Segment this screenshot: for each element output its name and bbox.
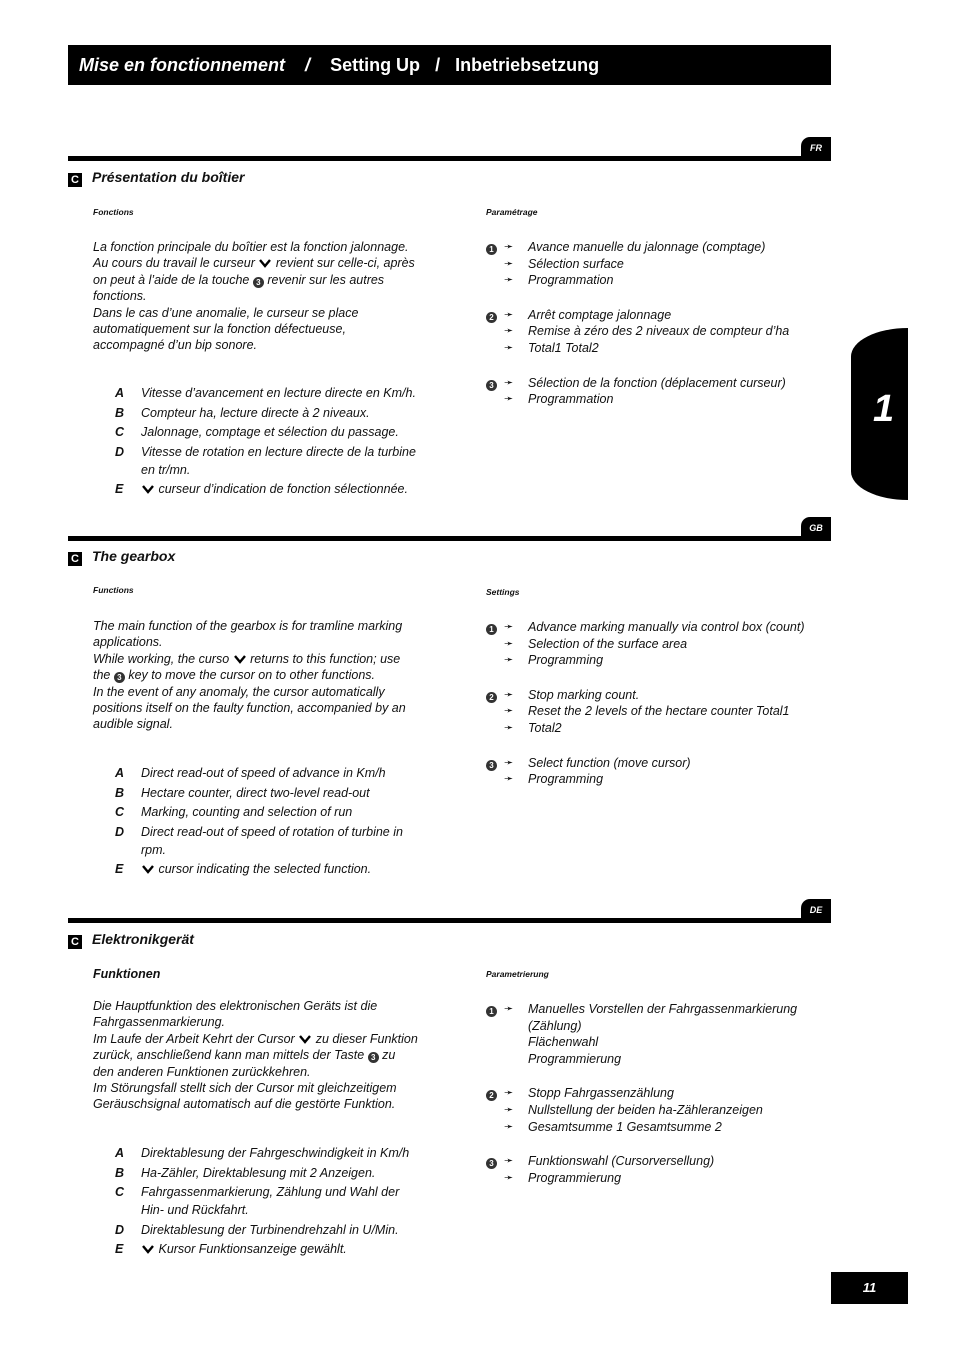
setting-line: Flächenwahl <box>528 1035 599 1050</box>
item-text: Direct read-out of speed of advance in Km/h <box>141 766 386 780</box>
language-tab-de: DE <box>801 899 831 921</box>
section-rule <box>68 536 831 541</box>
item-key: D <box>115 444 125 459</box>
intro-text: Die Hauptfunktion des elektronischen Geräts ist die Fahrgassenmarkierung. <box>93 999 378 1030</box>
setting-line: Total1 Total2 <box>528 340 599 355</box>
list-item <box>115 1183 425 1219</box>
arrow-icon: ➛ <box>504 376 514 389</box>
key-3-icon: 3 <box>368 1052 379 1063</box>
setting-line: Total2 <box>528 720 562 735</box>
section-title <box>68 931 194 949</box>
settings-group <box>486 1153 826 1186</box>
item-key: E <box>115 1242 124 1256</box>
item-key: B <box>115 1165 125 1180</box>
arrow-icon: ➛ <box>504 1171 514 1184</box>
list-item <box>115 1240 425 1258</box>
intro-text: zu dieser Funktion zurück, anschließend kann man mittels der Taste <box>93 1031 418 1063</box>
functions-heading <box>93 967 160 981</box>
setting-line: Arrêt comptage jalonnage <box>528 307 672 322</box>
intro-text: La fonction principale du boîtier est la fonction jalonnage. <box>93 240 409 254</box>
setting-line: Funktionswahl (Cursorversellung) <box>528 1154 715 1169</box>
item-key: A <box>115 386 125 400</box>
settings-group <box>486 1085 826 1135</box>
item-text: Vitesse de rotation en lecture directe de la turbine en tr/mn. <box>141 444 416 477</box>
settings-heading-text: Parametrierung <box>486 969 549 979</box>
key-1-icon: 1 <box>486 624 497 635</box>
header-title-gb: Setting Up <box>330 55 421 75</box>
item-key: E <box>115 482 124 496</box>
functions-heading-text: Fonctions <box>93 207 134 217</box>
settings-group <box>486 239 826 289</box>
cursor-chevron-icon <box>233 654 247 664</box>
setting-line: Gesamtsumme 1 Gesamtsumme 2 <box>528 1119 722 1134</box>
section-title <box>68 169 244 187</box>
key-3-icon: 3 <box>114 672 125 683</box>
functions-heading-text: Funktionen <box>93 967 161 981</box>
item-key: A <box>115 766 125 780</box>
list-item <box>115 443 425 479</box>
arrow-icon: ➛ <box>504 325 514 338</box>
arrow-icon: ➛ <box>504 1103 514 1116</box>
key-3-icon: 3 <box>486 760 497 771</box>
setting-line: Programmation <box>528 273 614 288</box>
item-text: Hectare counter, direct two-level read-out <box>141 785 370 800</box>
intro-text: While working, the curso <box>93 651 230 666</box>
arrow-icon: ➛ <box>504 393 514 406</box>
setting-line: Programmierung <box>528 1170 622 1185</box>
setting-line: Stopp Fahrgassenzählung <box>528 1086 674 1101</box>
item-key: C <box>115 1185 125 1199</box>
item-text: Kursor Funktionsanzeige gewählt. <box>158 1242 347 1256</box>
settings-list <box>486 619 826 806</box>
arrow-icon: ➛ <box>504 721 514 734</box>
setting-line: Select function (move cursor) <box>528 755 691 770</box>
function-list <box>115 384 425 500</box>
functions-heading <box>93 207 134 217</box>
function-list <box>115 1144 425 1260</box>
intro-text: Im Laufe der Arbeit Kehrt der Cursor <box>93 1031 295 1046</box>
intro-text: In the event of any anomaly, the cursor automatically positions itself on the faulty function, accompanied by an audible signal. <box>93 684 406 732</box>
list-item <box>115 860 425 878</box>
arrow-icon: ➛ <box>504 637 514 650</box>
arrow-icon: ➛ <box>504 257 514 270</box>
setting-line: Nullstellung der beiden ha-Zähleranzeigen <box>528 1102 763 1117</box>
settings-heading <box>486 969 549 979</box>
intro-paragraph <box>93 618 418 733</box>
intro-text: Dans le cas d’une anomalie, le curseur se place automatiquement sur la fonction défectueuse, accompagné d’un bip sonore. <box>93 305 359 353</box>
list-item <box>115 404 425 422</box>
item-key: D <box>115 824 125 839</box>
key-2-icon: 2 <box>486 692 497 703</box>
header-separator: / <box>305 55 311 75</box>
item-text: Direct read-out of speed of rotation of turbine in rpm. <box>141 824 403 857</box>
key-3-icon: 3 <box>486 380 497 391</box>
arrow-icon: ➛ <box>504 756 514 769</box>
item-key: B <box>115 405 125 420</box>
list-item <box>115 823 425 859</box>
header-separator: / <box>435 55 441 75</box>
settings-heading <box>486 207 538 217</box>
arrow-icon: ➛ <box>504 341 514 354</box>
item-key: C <box>115 425 125 439</box>
item-text: Marking, counting and selection of run <box>141 805 353 819</box>
arrow-icon: ➛ <box>504 308 514 321</box>
item-text: Direktablesung der Fahrgeschwindigkeit in Km/h <box>141 1146 410 1160</box>
arrow-icon: ➛ <box>504 654 514 667</box>
settings-group <box>486 755 826 788</box>
item-text: Direktablesung der Turbinendrehzahl in U/Min. <box>141 1222 399 1237</box>
list-item <box>115 1144 425 1162</box>
list-item <box>115 1164 425 1182</box>
section-rule <box>68 156 831 161</box>
intro-text: key to move the cursor on to other functions. <box>128 668 376 683</box>
setting-line: Programmierung <box>528 1051 622 1066</box>
section-title <box>68 548 175 566</box>
setting-line: Selection of the surface area <box>528 636 688 651</box>
item-key: A <box>115 1146 125 1160</box>
list-item <box>115 1221 425 1239</box>
settings-heading <box>486 587 520 597</box>
cursor-chevron-icon <box>258 258 272 268</box>
setting-line: Programmation <box>528 392 614 407</box>
item-text: Fahrgassenmarkierung, Zählung und Wahl der Hin- und Rückfahrt. <box>141 1185 400 1217</box>
arrow-icon: ➛ <box>504 773 514 786</box>
item-text: Compteur ha, lecture directe à 2 niveaux. <box>141 405 370 420</box>
settings-group <box>486 687 826 737</box>
setting-line: Programming <box>528 653 604 668</box>
chapter-number: 1 <box>873 388 895 430</box>
intro-text: returns to this function; use the <box>93 651 401 683</box>
cursor-chevron-icon <box>141 864 155 874</box>
arrow-icon: ➛ <box>504 621 514 633</box>
arrow-icon: ➛ <box>504 274 514 287</box>
item-text: Ha-Zähler, Direktablesung mit 2 Anzeigen. <box>141 1165 376 1180</box>
intro-text: Im Störungsfall stellt sich der Cursor mit gleichzeitigem Geräuschsignal automatisch auf die gestörte Funktion. <box>93 1081 397 1112</box>
list-item <box>115 803 425 821</box>
chapter-tab <box>851 328 908 500</box>
arrow-icon: ➛ <box>504 1155 514 1168</box>
settings-group <box>486 619 826 669</box>
list-item <box>115 423 425 441</box>
section-rule <box>68 918 831 923</box>
section-title-text: Elektronikgerät <box>92 931 194 947</box>
arrow-icon: ➛ <box>504 688 514 701</box>
settings-list <box>486 1001 826 1204</box>
setting-line: Manuelles Vorstellen der Fahrgassenmarkierung (Zählung) <box>528 1002 798 1033</box>
item-key: C <box>115 805 125 819</box>
setting-line: Advance marking manually via control box (count) <box>528 620 805 634</box>
settings-group <box>486 1001 826 1067</box>
functions-heading-text: Functions <box>93 585 134 595</box>
key-2-icon: 2 <box>486 1090 497 1101</box>
setting-line: Remise à zéro des 2 niveaux de compteur d’ha <box>528 324 790 339</box>
key-3-icon: 3 <box>486 1158 497 1169</box>
intro-text: revenir sur les autres fonctions. <box>93 272 385 304</box>
cursor-chevron-icon <box>298 1034 312 1044</box>
setting-line: Avance manuelle du jalonnage (comptage) <box>528 240 766 254</box>
section-letter-badge: C <box>68 552 82 566</box>
intro-text: Au cours du travail le curseur <box>93 256 255 271</box>
setting-line: Programming <box>528 772 604 787</box>
intro-paragraph <box>93 998 418 1113</box>
setting-line: Stop marking count. <box>528 687 640 702</box>
intro-text: The main function of the gearbox is for tramline marking applications. <box>93 619 403 650</box>
section-letter-badge: C <box>68 935 82 949</box>
item-key: E <box>115 862 124 876</box>
arrow-icon: ➛ <box>504 241 514 253</box>
list-item <box>115 784 425 802</box>
key-1-icon: 1 <box>486 1006 497 1017</box>
page-number: 11 <box>831 1272 908 1304</box>
settings-group <box>486 375 826 408</box>
item-key: B <box>115 785 125 800</box>
item-text: curseur d’indication de fonction sélectionnée. <box>158 482 408 496</box>
section-title-text: The gearbox <box>92 548 176 564</box>
list-item <box>115 384 425 402</box>
settings-heading-text: Settings <box>486 587 520 597</box>
settings-list <box>486 239 826 426</box>
section-title-text: Présentation du boîtier <box>92 169 245 185</box>
function-list <box>115 764 425 880</box>
intro-text: zu den anderen Funktionen zurückkehren. <box>93 1048 396 1079</box>
cursor-chevron-icon <box>141 484 155 494</box>
key-2-icon: 2 <box>486 312 497 323</box>
item-text: Vitesse d’avancement en lecture directe en Km/h. <box>141 386 416 400</box>
language-tab-fr: FR <box>801 137 831 159</box>
functions-heading <box>93 585 134 595</box>
arrow-icon: ➛ <box>504 1003 514 1015</box>
intro-text: revient sur celle-ci, après on peut à l’aide de la touche <box>93 256 415 287</box>
setting-line: Reset the 2 levels of the hectare counter Total1 <box>528 704 790 719</box>
cursor-chevron-icon <box>141 1244 155 1254</box>
key-1-icon: 1 <box>486 244 497 255</box>
item-text: cursor indicating the selected function. <box>158 862 372 876</box>
key-3-icon: 3 <box>253 277 264 288</box>
settings-group <box>486 307 826 357</box>
header-title-de: Inbetriebsetzung <box>455 55 600 75</box>
arrow-icon: ➛ <box>504 705 514 718</box>
header-title-fr: Mise en fonctionnement <box>79 55 286 75</box>
arrow-icon: ➛ <box>504 1087 514 1100</box>
item-text: Jalonnage, comptage et sélection du passage. <box>141 425 399 439</box>
setting-line: Sélection de la fonction (déplacement curseur) <box>528 375 786 390</box>
language-tab-gb: GB <box>801 517 831 539</box>
intro-paragraph <box>93 239 418 354</box>
settings-heading-text: Paramétrage <box>486 207 538 217</box>
page-header <box>68 45 831 85</box>
item-key: D <box>115 1222 125 1237</box>
setting-line: Sélection surface <box>528 256 624 271</box>
list-item <box>115 480 425 498</box>
section-letter-badge: C <box>68 173 82 187</box>
list-item <box>115 764 425 782</box>
arrow-icon: ➛ <box>504 1120 514 1133</box>
